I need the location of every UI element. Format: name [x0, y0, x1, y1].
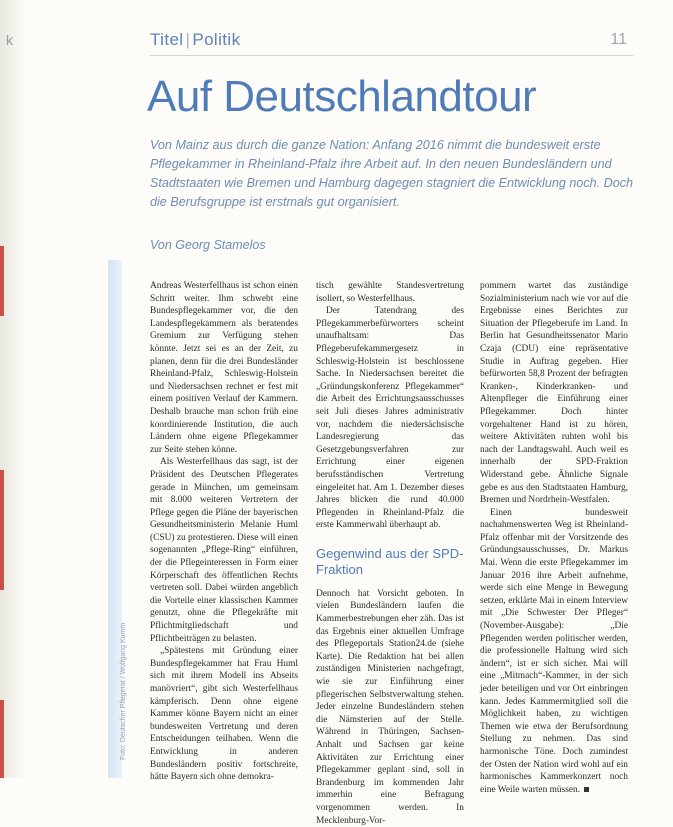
- body-paragraph: Andreas Westerfellhaus ist schon einen Schritt weiter. Ihm schwebt eine Bundespflegekammer vor, die den Landespflegekammern als beratendes Gremium zur Verfügung stehen könnte. Jetzt sei es an der Zeit, zu planen, denn für die drei Bundesländer Rheinland-Pfalz, Schleswig-Holstein und Niedersachsen rechnet er fest mit einem positiven Verlauf der Kammern. Deshalb brauche man schon früh eine koordinierende Institution, die auch Ländern ohne eigene Pflegekammer zur Seite stehen könne.: [150, 281, 298, 455]
- body-paragraph-wrap: [480, 507, 628, 797]
- photo-credit-text: Foto: Deutscher Pflegerat / Wolfgang Kumm: [120, 622, 127, 760]
- body-paragraph: tisch gewählte Standesvertretung isoliert, so Westerfellhaus.: [316, 281, 464, 304]
- section-header: [150, 30, 240, 50]
- end-of-article-mark: [584, 787, 589, 792]
- previous-page-edge-letter: k: [6, 32, 13, 48]
- body-paragraph: „Spätestens mit Gründung einer Bundespflegekammer hat Frau Huml sich mit ihrem Modell ins Abseits manövriert“, gibt sich Westerfellhaus kämpferisch. Denn ohne eigene Kammer könne Bayern nicht an einer bundesweiten Vertretung und deren Entscheidungen teilhaben. Wenn die Entwicklung in anderen Bundesländern positiv fortschreite, hätte Bayern sich ohne demokra-: [150, 646, 298, 783]
- body-paragraph: Der Tatendrang des Pflegekammerbefürworters scheint unaufhaltsam: Das Pflegeberufekammergesetz in Schleswig-Holstein ist beschlossene Sache. In Niedersachsen bereitet die „Gründungskonferenz Pflegekammer“ die Arbeit des Errichtungsausschusses seit Juli dieses Jahres administrativ vor, nachdem die niedersächsische Landesregierung das Gesetzgebungsverfahren zur Errichtung einer eigenen berufsständischen Vertretung eingeleitet hat. Am 1. Dezember dieses Jahres blicken die rund 40.000 Pflegenden in Rheinland-Pfalz die erste Kammerwahl überhaupt ab.: [316, 306, 464, 531]
- body-paragraph: Dennoch hat Vorsicht geboten. In vielen Bundesländern laufen die Kammerbestrebungen eher zäh. Das ist das Ergebnis einer aktuellen Umfrage des Pflegeportals Station24.de (siehe Karte). Die Redaktion hat bei allen zuständigen Ministerien nachgefragt, wie sie zur Einführung einer pflegerischen Selbstverwaltung stehen. Jeder einzelne Bundesländern stehen die Nämsterien auf der Stelle. Während in Thüringen, Sachsen-Anhalt und Sachsen gar keine Aktivitäten zur Errichtung einer Pflegekammer geplant sind, soll in Brandenburg im kommenden Jahr immerhin eine Befragung vorgenommen werden. In Mecklenburg-Vor-: [316, 588, 464, 826]
- article-lead: Von Mainz aus durch die ganze Nation: Anfang 2016 nimmt die bundesweit erste Pflegekammer in Rheinland-Pfalz ihre Arbeit auf. In den neuen Bundesländern und Stadtstaaten wie Bremen und Hamburg dagegen stagniert die Entwicklung noch. Doch die Berufsgruppe ist erstmals gut organisiert.: [150, 138, 634, 209]
- page-gutter-shadow: [0, 0, 26, 778]
- body-paragraph: Als Westerfellhaus das sagt, ist der Präsident des Deutschen Pflegerates gerade in München, um gemeinsam mit 8.000 weiteren Vertretern der Pflege gegen die Pläne der bayerischen Gesundheitsministerin Melanie Huml (CSU) zu protestieren. Diese will einen sogenannten „Pflege-Ring“ einführen, der die Pflegeinteressen in Form einer Körperschaft des öffentlichen Rechts vertreten soll. Dabei würden angeblich die Vorteile einer klassischen Kammer genutzt, ohne die Pflegekräfte mit Pflichtmitgliedschaft und Pflichtbeiträgen zu belasten.: [150, 457, 298, 644]
- photo-credit: [112, 530, 127, 760]
- section-label: Titel: [150, 30, 184, 49]
- text-column-3: [480, 280, 628, 796]
- body-paragraph: Einen bundesweit nachahmenswerten Weg ist Rheinland-Pfalz offenbar mit der Vorsitzende des Gründungsausschusses, Dr. Markus Mai. Wenn die erste Pflegekammer im Januar 2016 ihre Arbeit aufnehme, werde sich eine Menge in Bewegung setzen, erklärte Mai in einem Interview mit „Die Schwester Der Pfleger“ (November-Ausgabe): „Die Pflegenden werden politischer werden, die professionelle Haltung wird sich ändern“, ist er sich sicher. Mai will eine „Mitmach“-Kammer, in der sich jeder beteiligen und vor Ort einbringen kann. Jedes Kammermitglied soll die Möglichkeit haben, zu wichtigen Themen wie etwa der Berufsordnung Stellung zu nehmen. Das sind harmonische Töne. Doch zumindest der Osten der Nation wird wohl auf ein harmonisches Kammerkonzert noch eine Weile warten müssen.: [480, 507, 628, 795]
- header-rule: [150, 55, 633, 56]
- article-title: Auf Deutschlandtour: [147, 72, 537, 121]
- text-column-2: [316, 280, 464, 827]
- margin-red-rule: [0, 246, 4, 316]
- article-subheading: Gegenwind aus der SPD-Fraktion: [316, 545, 464, 577]
- section-separator: |: [185, 30, 191, 49]
- margin-red-rule: [0, 470, 4, 590]
- body-paragraph: pommern wartet das zuständige Sozialministerium nach wie vor auf die Ergebnisse eines Berichtes zur Situation der Pflegeberufe im Land. In Berlin hat Gesundheitssenator Mario Czaja (CDU) eine repräsentative Studie in Auftrag gegeben. Hier befürworten 58,8 Prozent der befragten Kranken-, Kinderkranken- und Altenpfleger die Einführung einer Pflegekammer. Doch hinter vorgehaltener Hand ist zu hören, weitere Aktivitäten ruhten wohl bis nach der Landtagswahl. Auch weil es innerhalb der SPD-Fraktion Widerstand gebe. Ähnliche Signale gebe es aus den Stadtstaaten Hamburg, Bremen und Nordrhein-Westfalen.: [480, 281, 628, 506]
- margin-red-rule: [0, 700, 4, 778]
- page-number: 11: [610, 31, 627, 48]
- subsection-label: Politik: [192, 30, 241, 49]
- article-author: Von Georg Stamelos: [150, 238, 266, 252]
- text-column-1: [150, 280, 298, 784]
